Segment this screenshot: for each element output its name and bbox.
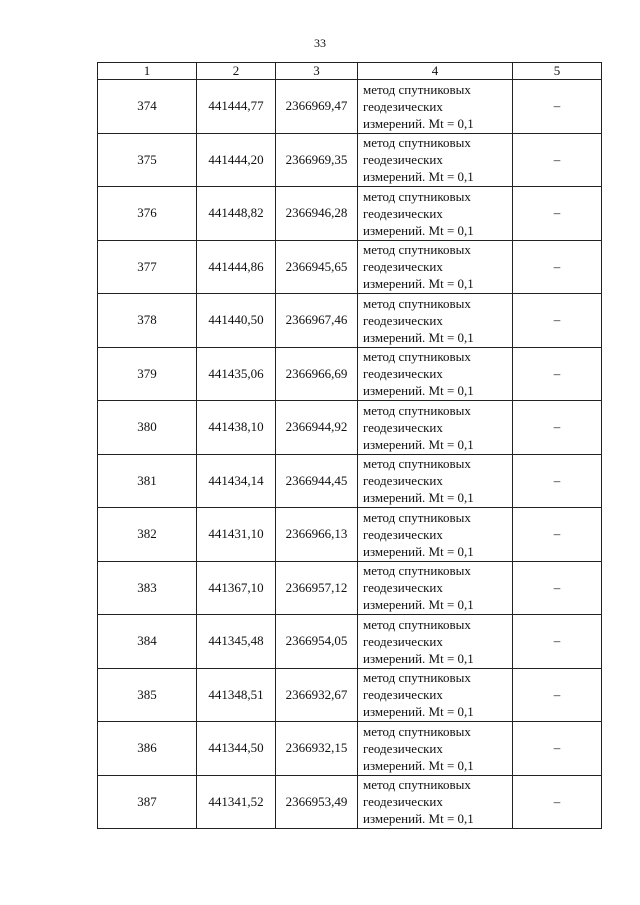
note-cell: – <box>513 615 602 669</box>
y-coordinate-cell: 2366957,12 <box>276 561 358 615</box>
point-number-cell: 385 <box>98 668 197 722</box>
y-coordinate-cell: 2366969,35 <box>276 133 358 187</box>
header-cell-2: 2 <box>197 63 276 80</box>
x-coordinate-cell: 441348,51 <box>197 668 276 722</box>
table-row <box>98 775 602 829</box>
point-number-cell: 378 <box>98 294 197 348</box>
note-cell: – <box>513 454 602 508</box>
header-cell-1: 1 <box>98 63 197 80</box>
method-cell: метод спутниковых геодезических измерений. Mt = 0,1 <box>358 294 513 348</box>
table-row <box>98 508 602 562</box>
y-coordinate-cell: 2366946,28 <box>276 187 358 241</box>
y-coordinate-cell: 2366966,13 <box>276 508 358 562</box>
note-cell: – <box>513 401 602 455</box>
x-coordinate-cell: 441435,06 <box>197 347 276 401</box>
note-cell: – <box>513 508 602 562</box>
point-number-cell: 384 <box>98 615 197 669</box>
note-cell: – <box>513 722 602 776</box>
header-cell-4: 4 <box>358 63 513 80</box>
note-cell: – <box>513 187 602 241</box>
method-cell: метод спутниковых геодезических измерений. Mt = 0,1 <box>358 347 513 401</box>
y-coordinate-cell: 2366932,67 <box>276 668 358 722</box>
x-coordinate-cell: 441444,77 <box>197 80 276 134</box>
coordinates-table <box>97 62 602 829</box>
method-cell: метод спутниковых геодезических измерений. Mt = 0,1 <box>358 722 513 776</box>
x-coordinate-cell: 441431,10 <box>197 508 276 562</box>
table-row <box>98 668 602 722</box>
x-coordinate-cell: 441434,14 <box>197 454 276 508</box>
table-row <box>98 80 602 134</box>
method-cell: метод спутниковых геодезических измерений. Mt = 0,1 <box>358 80 513 134</box>
header-cell-5: 5 <box>513 63 602 80</box>
method-cell: метод спутниковых геодезических измерений. Mt = 0,1 <box>358 668 513 722</box>
y-coordinate-cell: 2366944,92 <box>276 401 358 455</box>
table-body <box>98 80 602 829</box>
page-number: 33 <box>314 36 326 50</box>
x-coordinate-cell: 441444,20 <box>197 133 276 187</box>
y-coordinate-cell: 2366969,47 <box>276 80 358 134</box>
x-coordinate-cell: 441448,82 <box>197 187 276 241</box>
table-row <box>98 187 602 241</box>
point-number-cell: 381 <box>98 454 197 508</box>
table-header <box>98 63 602 80</box>
point-number-cell: 387 <box>98 775 197 829</box>
point-number-cell: 377 <box>98 240 197 294</box>
y-coordinate-cell: 2366953,49 <box>276 775 358 829</box>
method-cell: метод спутниковых геодезических измерений. Mt = 0,1 <box>358 401 513 455</box>
header-row <box>98 63 602 80</box>
table-row <box>98 401 602 455</box>
method-cell: метод спутниковых геодезических измерений. Mt = 0,1 <box>358 775 513 829</box>
method-cell: метод спутниковых геодезических измерений. Mt = 0,1 <box>358 615 513 669</box>
table-row <box>98 454 602 508</box>
table-row <box>98 561 602 615</box>
x-coordinate-cell: 441345,48 <box>197 615 276 669</box>
point-number-cell: 375 <box>98 133 197 187</box>
y-coordinate-cell: 2366944,45 <box>276 454 358 508</box>
x-coordinate-cell: 441444,86 <box>197 240 276 294</box>
point-number-cell: 376 <box>98 187 197 241</box>
y-coordinate-cell: 2366954,05 <box>276 615 358 669</box>
y-coordinate-cell: 2366967,46 <box>276 294 358 348</box>
point-number-cell: 382 <box>98 508 197 562</box>
note-cell: – <box>513 240 602 294</box>
method-cell: метод спутниковых геодезических измерений. Mt = 0,1 <box>358 561 513 615</box>
method-cell: метод спутниковых геодезических измерений. Mt = 0,1 <box>358 133 513 187</box>
point-number-cell: 380 <box>98 401 197 455</box>
note-cell: – <box>513 133 602 187</box>
table-row <box>98 240 602 294</box>
note-cell: – <box>513 561 602 615</box>
note-cell: – <box>513 347 602 401</box>
x-coordinate-cell: 441367,10 <box>197 561 276 615</box>
header-cell-3: 3 <box>276 63 358 80</box>
x-coordinate-cell: 441341,52 <box>197 775 276 829</box>
method-cell: метод спутниковых геодезических измерений. Mt = 0,1 <box>358 454 513 508</box>
point-number-cell: 379 <box>98 347 197 401</box>
x-coordinate-cell: 441438,10 <box>197 401 276 455</box>
table-row <box>98 294 602 348</box>
point-number-cell: 386 <box>98 722 197 776</box>
y-coordinate-cell: 2366932,15 <box>276 722 358 776</box>
y-coordinate-cell: 2366945,65 <box>276 240 358 294</box>
method-cell: метод спутниковых геодезических измерений. Mt = 0,1 <box>358 240 513 294</box>
note-cell: – <box>513 775 602 829</box>
x-coordinate-cell: 441344,50 <box>197 722 276 776</box>
method-cell: метод спутниковых геодезических измерений. Mt = 0,1 <box>358 187 513 241</box>
table-row <box>98 722 602 776</box>
note-cell: – <box>513 668 602 722</box>
note-cell: – <box>513 80 602 134</box>
y-coordinate-cell: 2366966,69 <box>276 347 358 401</box>
table-row <box>98 347 602 401</box>
note-cell: – <box>513 294 602 348</box>
table-row <box>98 133 602 187</box>
method-cell: метод спутниковых геодезических измерений. Mt = 0,1 <box>358 508 513 562</box>
point-number-cell: 383 <box>98 561 197 615</box>
x-coordinate-cell: 441440,50 <box>197 294 276 348</box>
point-number-cell: 374 <box>98 80 197 134</box>
table-row <box>98 615 602 669</box>
